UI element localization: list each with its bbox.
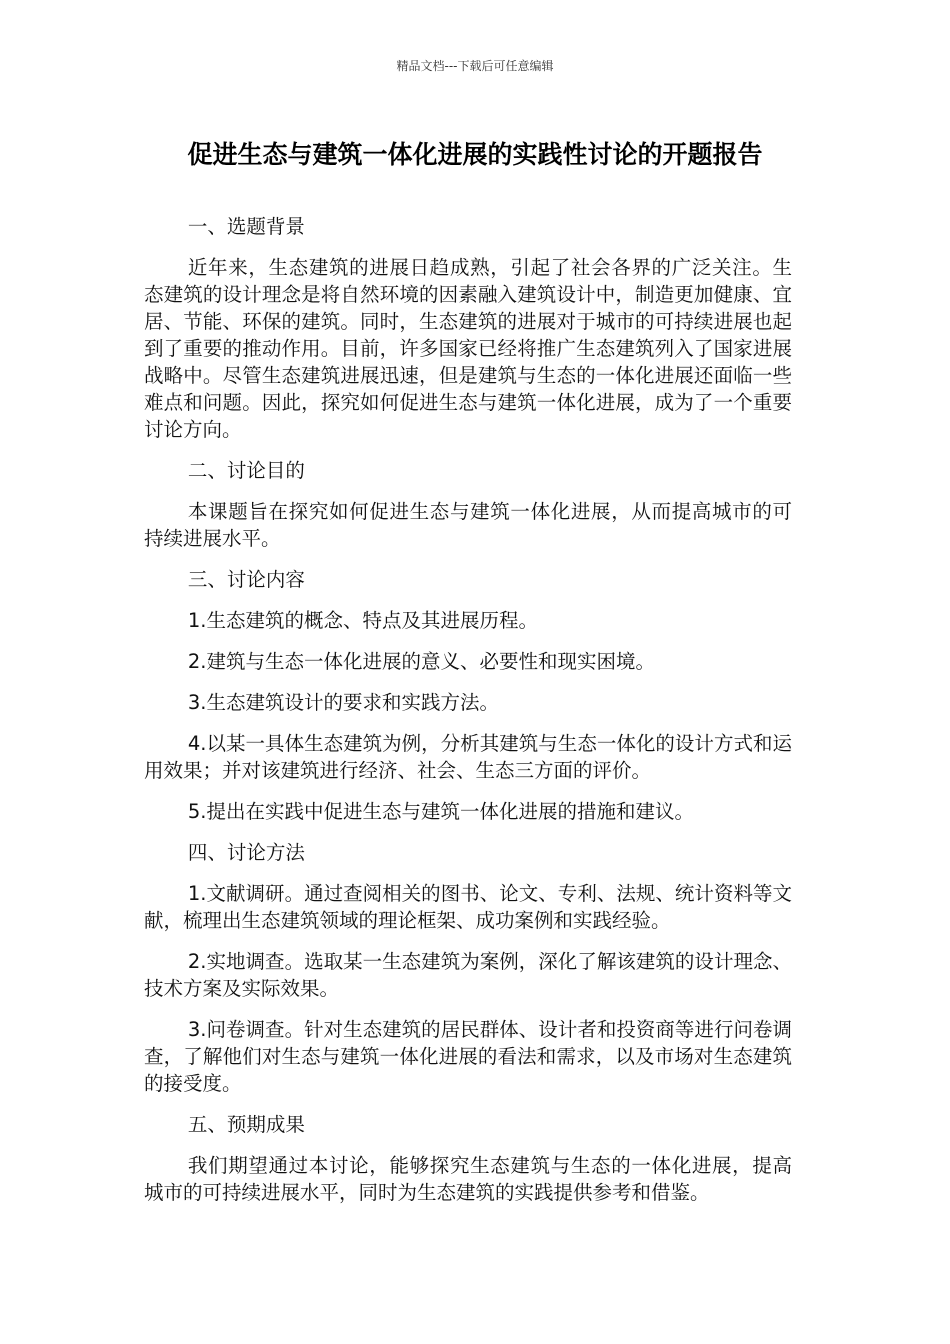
method-item-2: 2.实地调查。选取某一生态建筑为案例，深化了解该建筑的设计理念、技术方案及实际效果。: [144, 950, 792, 1000]
section-heading-purpose: 二、讨论目的: [187, 459, 305, 482]
section-heading-content: 三、讨论内容: [187, 568, 305, 591]
content-item-4: 4.以某一具体生态建筑为例，分析其建筑与生态一体化的设计方式和运用效果；并对该建筑进行经济、社会、生态三方面的评价。: [144, 732, 792, 782]
content-item-1: 1.生态建筑的概念、特点及其进展历程。: [187, 609, 538, 632]
content-item-3: 3.生态建筑设计的要求和实践方法。: [187, 691, 499, 714]
content-item-5: 5.提出在实践中促进生态与建筑一体化进展的措施和建议。: [187, 800, 694, 823]
page-header: 精品文档---下载后可任意编辑: [396, 59, 554, 73]
content-item-2: 2.建筑与生态一体化进展的意义、必要性和现实困境。: [187, 650, 655, 673]
method-item-3: 3.问卷调查。针对生态建筑的居民群体、设计者和投资商等进行问卷调查，了解他们对生态与建筑一体化进展的看法和需求，以及市场对生态建筑的接受度。: [144, 1018, 792, 1095]
section-heading-background: 一、选题背景: [187, 215, 305, 238]
document-body: [144, 213, 792, 1220]
paragraph-background: 近年来，生态建筑的进展日趋成熟，引起了社会各界的广泛关注。生态建筑的设计理念是将自然环境的因素融入建筑设计中，制造更加健康、宜居、节能、环保的建筑。同时，生态建筑的进展对于城市的可持续进展也起到了重要的推动作用。目前，许多国家已经将推广生态建筑列入了国家进展战略中。尽管生态建筑进展迅速，但是建筑与生态的一体化进展还面临一些难点和问题。因此，探究如何促进生态与建筑一体化进展，成为了一个重要讨论方向。: [144, 256, 792, 441]
paragraph-outcomes: 我们期望通过本讨论，能够探究生态建筑与生态的一体化进展，提高城市的可持续进展水平，同时为生态建筑的实践提供参考和借鉴。: [144, 1154, 792, 1204]
method-item-1: 1.文献调研。通过查阅相关的图书、论文、专利、法规、统计资料等文献，梳理出生态建筑领域的理论框架、成功案例和实践经验。: [144, 882, 792, 932]
paragraph-purpose: 本课题旨在探究如何促进生态与建筑一体化进展，从而提高城市的可持续进展水平。: [144, 500, 792, 550]
section-heading-methods: 四、讨论方法: [187, 841, 305, 864]
section-heading-outcomes: 五、预期成果: [187, 1113, 305, 1136]
document-title: 促进生态与建筑一体化进展的实践性讨论的开题报告: [187, 140, 763, 169]
